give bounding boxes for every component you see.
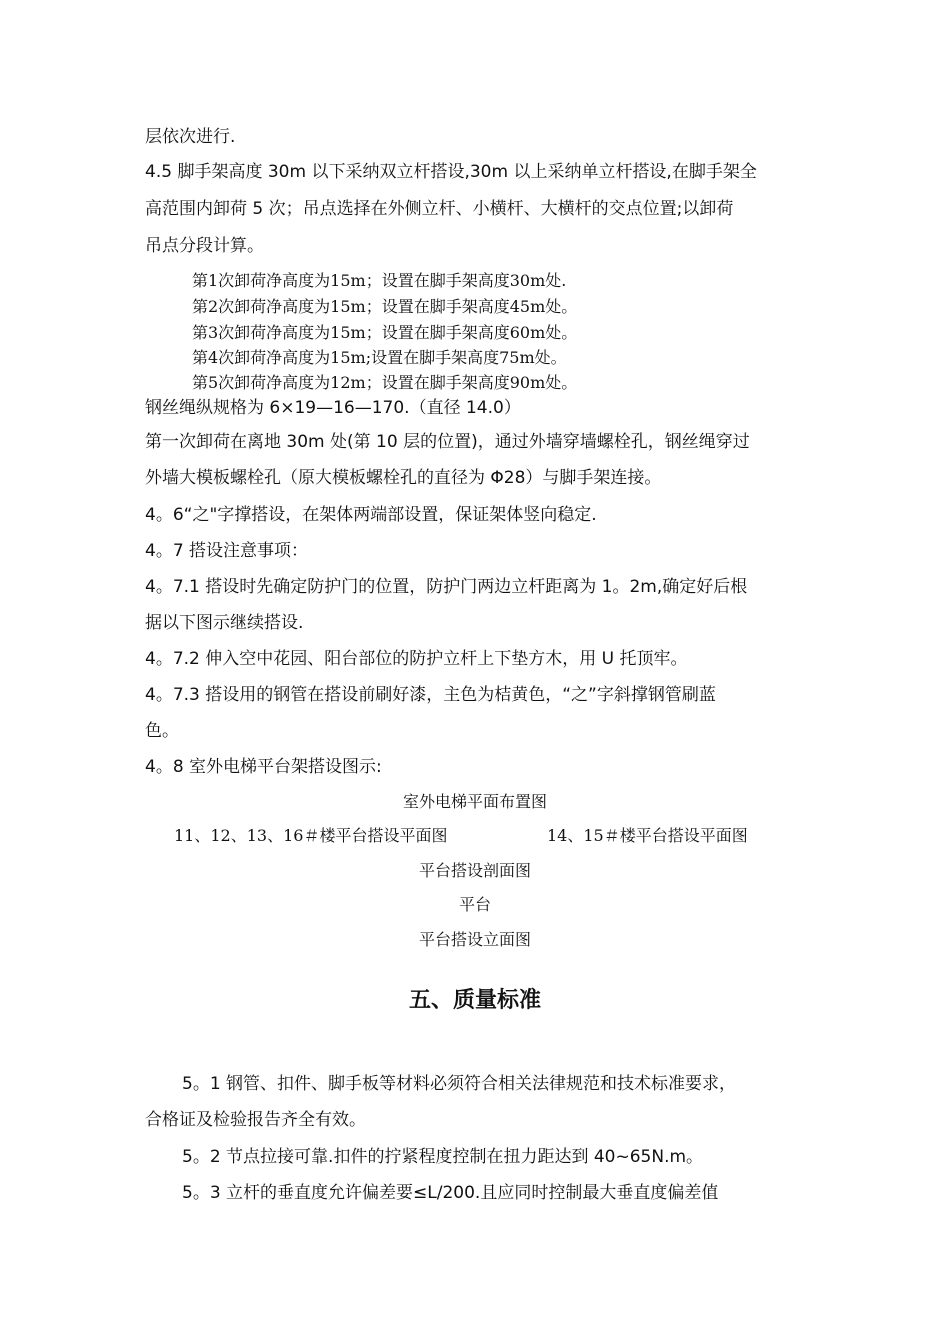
paragraph-line: 4。7.1 搭设时先确定防护门的位置，防护门两边立杆距离为 1。2m,确定好后根 [145,577,748,597]
figure-caption: 11、12、13、16＃楼平台搭设平面图 [174,826,448,845]
paragraph-line: 吊点分段计算。 [145,236,264,256]
paragraph-line: 5。3 立杆的垂直度允许偏差要≤L/200.且应同时控制最大垂直度偏差值 [182,1183,719,1203]
figure-caption: 平台 [458,895,491,914]
unloading-item-5: 第5次卸荷净高度为12m；设置在脚手架高度90m处。 [192,373,578,392]
paragraph-line: 层依次进行. [145,127,236,147]
paragraph-line: 4。8 室外电梯平台架搭设图示: [145,757,382,777]
figure-caption: 室外电梯平面布置图 [402,792,547,811]
paragraph-line: 4。7.3 搭设用的钢管在搭设前刷好漆，主色为桔黄色，“之”字斜撑钢管刷蓝 [145,685,716,705]
wire-rope-spec: 钢丝绳纵规格为 6×19—16—170.（直径 14.0） [145,398,521,418]
paragraph-line: 4。7 搭设注意事项： [145,541,309,561]
paragraph-line: 外墙大模板螺栓孔（原大模板螺栓孔的直径为 Φ28）与脚手架连接。 [145,468,662,488]
paragraph-line: 合格证及检验报告齐全有效。 [145,1110,366,1130]
paragraph-line: 第一次卸荷在离地 30m 处(第 10 层的位置)，通过外墙穿墙螺栓孔，钢丝绳穿过 [145,432,750,452]
paragraph-line: 5。2 节点拉接可靠.扣件的拧紧程度控制在扭力距达到 40~65N.m。 [182,1147,704,1167]
unloading-item-3: 第3次卸荷净高度为15m；设置在脚手架高度60m处。 [192,323,578,342]
unloading-item-1: 第1次卸荷净高度为15m；设置在脚手架高度30m处. [192,271,567,290]
figure-caption: 平台搭设剖面图 [418,861,531,880]
paragraph-line: 高范围内卸荷 5 次；吊点选择在外侧立杆、小横杆、大横杆的交点位置;以卸荷 [145,199,734,219]
paragraph-line: 4。6“之"字撑搭设，在架体两端部设置，保证架体竖向稳定. [145,505,597,525]
paragraph-line: 据以下图示继续搭设. [145,613,304,633]
unloading-item-2: 第2次卸荷净高度为15m；设置在脚手架高度45m处。 [192,297,578,316]
paragraph-line: 色。 [145,721,179,741]
figure-caption: 14、15＃楼平台搭设平面图 [547,826,748,845]
section-heading: 五、质量标准 [408,987,541,1013]
unloading-item-4: 第4次卸荷净高度为15m;设置在脚手架高度75m处。 [192,348,567,367]
paragraph-line: 4.5 脚手架高度 30m 以下采纳双立杆搭设,30m 以上采纳单立杆搭设,在脚手架全 [145,162,757,182]
paragraph-line: 4。7.2 伸入空中花园、阳台部位的防护立杆上下垫方木，用 U 托顶牢。 [145,649,688,669]
paragraph-line: 5。1 钢管、扣件、脚手板等材料必须符合相关法律规范和技术标准要求， [182,1074,737,1094]
figure-caption: 平台搭设立面图 [418,930,531,949]
